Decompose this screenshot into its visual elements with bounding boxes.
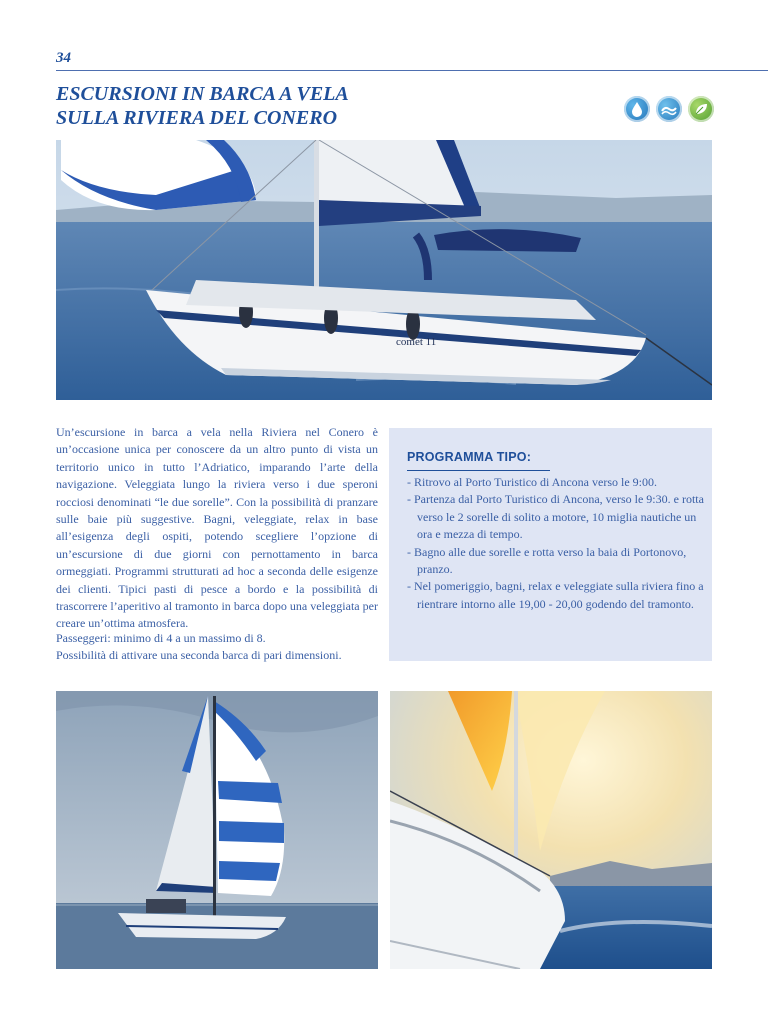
water-drop-icon [624, 96, 650, 122]
description-text: Un’escursione in barca a vela nella Riviera nel Conero è un’occasione unica per conoscere da un altro punto di vista un territorio unico in tutto l’Adriatico, imparando l’arte della navigazione. Veleggiata lungo la riviera verso i due speroni rocciosi denominati “le due sorelle”. Con la possibilità di pranzare sulle baie più suggestive. Bagni, veleggiate, relax in base all’esigenza degli ospiti, potendo scegliere l’opzione di un’escursione di due giorni con pernottamento in barca ormeggiati. Programmi strutturati ad hoc a seconda delle esigenze dei clienti. Tipici pasti di pesce a bordo e la possibilità di trascorrere l’aperitivo al tramonto in barca dopo una veleggiata per creare un’ottima atmosfera. [56, 425, 378, 631]
category-icons [624, 96, 714, 122]
programma-list [407, 474, 707, 613]
programma-item: - Ritrovo al Porto Turistico di Ancona verso le 9:00. [407, 475, 657, 489]
passengers-line: Passeggeri: minimo di 4 a un massimo di 8. [56, 631, 266, 645]
second-boat-line: Possibilità di attivare una seconda barca di pari dimensioni. [56, 648, 342, 662]
boat-marking: comet 11 [396, 336, 437, 348]
programma-item: - Partenza dal Porto Turistico di Ancona, verso le 9:30. e rotta verso le 2 sorelle di solito a motore, 10 miglia nautiche un ora e mezza di tempo. [407, 492, 704, 542]
leaf-icon [688, 96, 714, 122]
programma-item: - Bagno alle due sorelle e rotta verso la baia di Portonovo, pranzo. [407, 544, 687, 577]
programma-title: PROGRAMMA TIPO: [407, 450, 532, 464]
header-rule [56, 70, 768, 71]
sailboat-spinnaker-photo [56, 691, 378, 969]
wave-icon [656, 96, 682, 122]
page-title [56, 82, 476, 130]
title-line-2: SULLA RIVIERA DEL CONERO [56, 107, 338, 129]
programma-title-rule [407, 470, 550, 471]
programma-box [389, 428, 712, 661]
title-line-1: ESCURSIONI IN BARCA A VELA [56, 83, 349, 105]
programma-item: - Nel pomeriggio, bagni, relax e veleggiate sulla riviera fino a rientrare intorno alle 19,00 - 20,00 godendo del tramonto. [407, 579, 704, 611]
passenger-info [56, 630, 378, 664]
sailboat-sunset-photo [390, 691, 712, 969]
main-sailboat-photo [56, 140, 712, 400]
page-number: 34 [56, 50, 71, 66]
